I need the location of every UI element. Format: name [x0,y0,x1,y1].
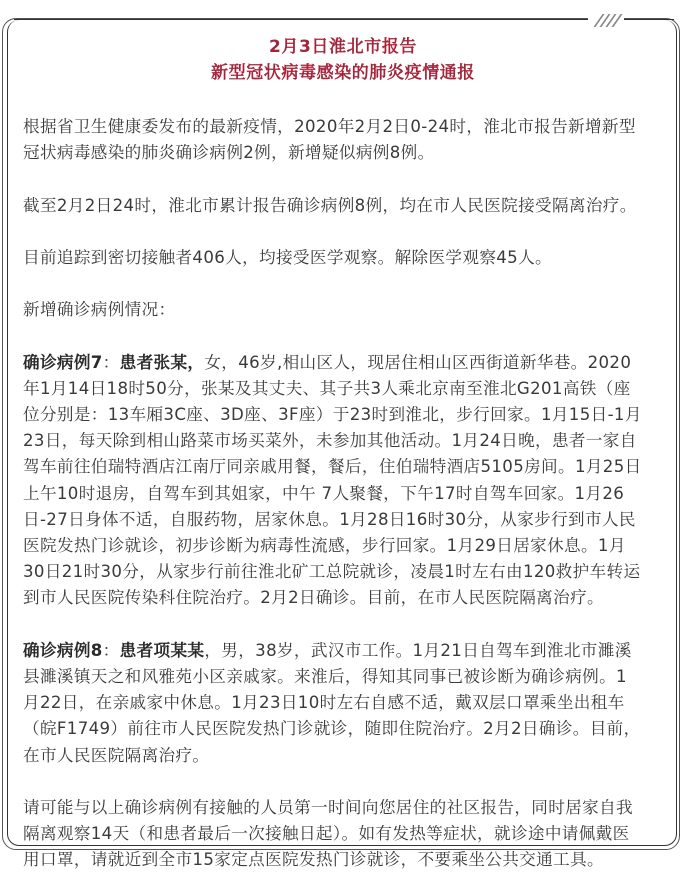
case-7-patient: 患者张某， [119,352,205,372]
text-line: （皖F1749）前往市人民医院发热门诊就诊，随即住院治疗。2月2日确诊。目前， [23,719,641,739]
cumulative-paragraph [23,193,663,219]
text-line: 23日，每天除到相山路菜市场买菜外，未参加其他活动。1月24日晚，患者一家自 [23,431,637,451]
text-line: 根据省卫生健康委发布的最新疫情，2020年2月2日0-24时，淮北市报告新增新型 [23,117,636,136]
notice-article [23,34,663,873]
text-line: 在市人民医院隔离治疗。 [23,745,210,765]
text-line: 隔离观察14天（和患者最后一次接触日起）。如有发热等症状，就诊途中请佩戴医 [23,824,630,844]
text-line: 30日21时30分，从家步行前往淮北矿工总院就诊，凌晨1时左右由120救护车转运 [23,562,641,582]
case-8-label: 确诊病例8 [23,640,103,660]
case-7-first-line-rest: 女，46岁,相山区人，现居住相山区西街道新华巷。2020 [204,352,632,372]
case-8-colon: ： [102,640,120,660]
text-line: 月22日，在亲戚家中休息。1月23日10时左右自感不适，戴双层口罩乘坐出租车 [23,693,625,713]
notice-paragraph [23,795,663,873]
contacts-paragraph [23,245,663,271]
text-line: 目前追踪到密切接触者406人，均接受医学观察。解除医学观察45人。 [23,247,552,267]
case-7-label: 确诊病例7 [23,352,103,372]
case-7-paragraph [23,350,663,612]
text-line: 请可能与以上确诊病例有接触的人员第一时间向您居住的社区报告，同时居家自我 [23,797,633,817]
case-7-first-line [23,350,663,376]
text-line: 年1月14日18时50分，张某及其丈夫、其子共3人乘北京南至淮北G201高铁（座 [23,378,631,398]
hatch-marks-decoration-icon [588,13,624,27]
text-line: 冠状病毒感染的肺炎确诊病例2例，新增疑似病例8例。 [23,143,435,163]
title-line-1: 2月3日淮北市报告 [268,37,418,57]
title-line-2: 新型冠状病毒感染的肺炎疫情通报 [211,63,475,83]
case-8-paragraph [23,638,663,769]
text-line: 县濉溪镇天之和风雅苑小区亲戚家。来淮后，得知其同事已被诊断为确诊病例。1 [23,666,627,686]
text-line: 位分别是：13车厢3C座、3D座、3F座）于23时到淮北，步行回家。1月15日-1月 [23,405,642,425]
text-line: 截至2月2日24时，淮北市累计报告确诊病例8例，均在市人民医院接受隔离治疗。 [23,195,637,215]
case-8-first-line-rest: ，男，38岁，武汉市工作。1月21日自驾车到淮北市濉溪 [204,640,632,660]
text-line: 日-27日身体不适，自服药物，居家休息。1月28日16时30分，从家步行到市人民 [23,509,636,529]
intro-paragraph [23,114,663,166]
text-line: 上午10时退房，自驾车到其姐家，中午 7人聚餐，下午17时自驾车回家。1月26 [23,483,625,503]
frame-top-line [14,19,674,20]
case-8-patient: 患者项某某 [119,640,205,660]
text-line: 用口罩，请就近到全市15家定点医院发热门诊就诊，不要乘坐公共交通工具。 [23,850,604,870]
case-7-colon: ： [102,352,120,372]
text-line: 驾车前往伯瑞特酒店江南厅同亲戚用餐，餐后，住伯瑞特酒店5105房间。1月25日 [23,457,642,477]
article-title [23,34,663,86]
new-cases-heading [23,297,663,323]
text-line: 新增确诊病例情况： [23,300,176,320]
text-line: 医院发热门诊就诊，初步诊断为病毒性流感，步行回家。1月29日居家休息。1月 [23,536,626,555]
case-8-first-line [23,638,663,664]
text-line: 到市人民医院传染科住院治疗。2月2日确诊。目前，在市人民医院隔离治疗。 [23,588,604,608]
